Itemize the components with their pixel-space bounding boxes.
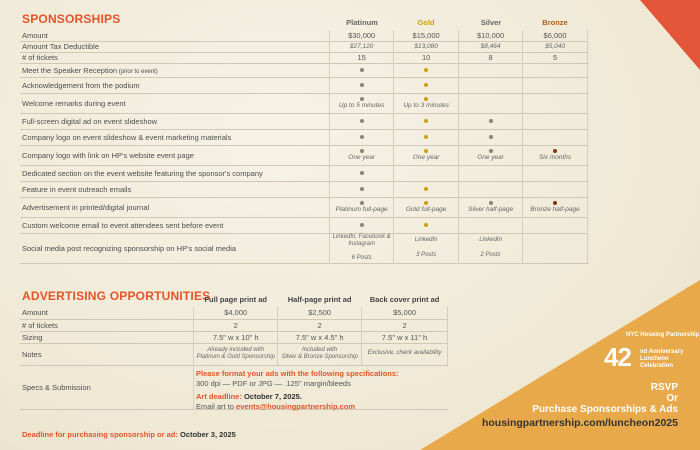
sponsorship-row xyxy=(20,77,588,93)
row-label: Welcome remarks during event xyxy=(20,93,330,113)
cell-value: $30,000 xyxy=(348,30,376,40)
cell-gold xyxy=(394,145,459,165)
benefit-dot-icon xyxy=(489,135,493,139)
cell-gold xyxy=(394,30,459,41)
cell-detail: Gold full-page xyxy=(405,206,447,213)
cell-bronze xyxy=(523,129,588,145)
sponsorship-row xyxy=(20,30,588,41)
cell-detail: Platinum full-page xyxy=(335,206,388,213)
deadline-date: October 3, 2025 xyxy=(179,430,236,439)
cell-platinum xyxy=(330,145,394,165)
specs-text xyxy=(196,369,399,411)
cell-platinum xyxy=(330,197,394,217)
cell-platinum xyxy=(330,52,394,63)
row-label: Advertisement in printed/digital journal xyxy=(20,197,330,217)
row-label: Custom welcome email to event attendees sent before event xyxy=(20,217,330,233)
row-label: Meet the Speaker Reception (prior to event) xyxy=(20,63,330,77)
cell-value: $13,080 xyxy=(414,43,438,50)
deadline-label: Deadline for purchasing sponsorship or ad: xyxy=(22,430,178,439)
cell-platinum xyxy=(330,181,394,197)
benefit-dot-icon xyxy=(424,135,428,139)
benefit-dot-icon xyxy=(360,223,364,227)
row-label: Social media post recognizing sponsorship on HP's social media xyxy=(20,233,330,263)
cell-bronze xyxy=(523,181,588,197)
cell-bronze xyxy=(523,93,588,113)
benefit-dot-icon xyxy=(489,201,493,205)
cell-gold xyxy=(394,113,459,129)
ad-cell: $5,000 xyxy=(362,307,448,319)
cell-detail: One year xyxy=(412,154,440,161)
art-deadline-date: October 7, 2025. xyxy=(243,392,302,401)
promo-url[interactable]: housingpartnership.com/luncheon2025 xyxy=(481,417,678,429)
cell-bronze xyxy=(523,52,588,63)
row-label: Dedicated section on the event website featuring the sponsor's company xyxy=(20,165,330,181)
sponsorship-row xyxy=(20,145,588,165)
ad-cell: $2,500 xyxy=(278,307,362,319)
cell-value: $8,464 xyxy=(480,43,501,50)
benefit-dot-icon xyxy=(360,171,364,175)
cell-gold xyxy=(394,197,459,217)
cell-silver xyxy=(459,217,523,233)
benefit-dot-icon xyxy=(360,119,364,123)
cell-silver xyxy=(459,197,523,217)
cell-value: 15 xyxy=(357,53,366,62)
email-prefix: Email art to xyxy=(196,401,234,411)
cell-bronze xyxy=(523,233,588,263)
sponsorship-row xyxy=(20,217,588,233)
row-label: # of tickets xyxy=(20,52,330,63)
cell-value: 5 xyxy=(552,53,558,62)
ad-cell: 7.5" w x 10" h xyxy=(194,331,278,343)
cell-platinum xyxy=(330,41,394,52)
anniversary-text: nd Anniversary Luncheon Celebration xyxy=(640,349,684,369)
cell-platinum xyxy=(330,30,394,41)
cell-detail: One year xyxy=(477,154,504,161)
ad-cell: 2 xyxy=(362,319,448,331)
benefit-dot-icon xyxy=(360,149,364,153)
row-label: Amount xyxy=(20,307,194,319)
sponsorship-row xyxy=(20,233,588,263)
cell-bronze xyxy=(523,113,588,129)
row-label: Sizing xyxy=(20,331,194,343)
advertising-header-row xyxy=(20,292,448,307)
cell-bronze xyxy=(523,145,588,165)
sponsorship-row xyxy=(20,63,588,77)
sponsorship-row xyxy=(20,197,588,217)
cell-value: $10,000 xyxy=(477,30,505,40)
ad-cell: 2 xyxy=(194,319,278,331)
cell-value: 8 xyxy=(488,53,493,62)
row-label: Amount Tax Deductible xyxy=(20,41,330,52)
ad-column-header: Half-page print ad xyxy=(287,295,352,304)
sponsorship-row xyxy=(20,129,588,145)
specs-label: Specs & Submission xyxy=(20,365,194,409)
cell-silver xyxy=(459,41,523,52)
ad-cell: 7.5" w x 4.5" h xyxy=(278,331,362,343)
cell-gold xyxy=(394,129,459,145)
row-label: Company logo on event slideshow & event marketing materials xyxy=(20,129,330,145)
cell-silver xyxy=(459,145,523,165)
cell-gold xyxy=(394,52,459,63)
cell-detail: Up to 3 minutes xyxy=(403,102,449,109)
corner-accent xyxy=(640,0,700,70)
cell-detail: One year xyxy=(348,154,376,161)
cell-detail: Bronze half-page xyxy=(530,206,580,213)
benefit-dot-icon xyxy=(360,201,364,205)
ad-column-header: Full page print ad xyxy=(204,295,267,304)
sponsorships-title: SPONSORSHIPS xyxy=(22,12,121,26)
cell-silver xyxy=(459,77,523,93)
benefit-dot-icon xyxy=(360,83,364,87)
benefit-dot-icon xyxy=(360,135,364,139)
cell-value: $5,040 xyxy=(545,43,565,50)
sponsorship-row xyxy=(20,41,588,52)
cell-bronze xyxy=(523,30,588,41)
row-label: Feature in event outreach emails xyxy=(20,181,330,197)
advertising-title: ADVERTISING OPPORTUNITIES xyxy=(22,289,211,303)
ad-cell: Exclusive, check availability xyxy=(362,343,448,365)
benefit-dot-icon xyxy=(424,68,428,72)
cell-platinum xyxy=(330,63,394,77)
cell-value: $6,000 xyxy=(543,30,567,40)
benefit-dot-icon xyxy=(424,187,428,191)
cell-detail: LinkedIn, Facebook & Instagram 6 Posts xyxy=(332,233,391,262)
row-label: # of tickets xyxy=(20,319,194,331)
benefit-dot-icon xyxy=(424,97,428,101)
cell-value: 10 xyxy=(421,53,431,62)
art-deadline-label: Art deadline: xyxy=(196,392,242,401)
cell-detail: LinkedIn 3 Posts xyxy=(414,237,438,258)
cell-silver xyxy=(459,181,523,197)
benefit-dot-icon xyxy=(360,187,364,191)
ad-cell: Already included with Platinum & Gold Sponsorship xyxy=(194,343,278,365)
ad-cell: Included with Silver & Bronze Sponsorship xyxy=(278,343,362,365)
cell-bronze xyxy=(523,77,588,93)
specs-line2: 300 dpi — PDF or JPG — .125" margin/bleeds xyxy=(196,378,351,388)
cell-bronze xyxy=(523,197,588,217)
benefit-dot-icon xyxy=(360,97,364,101)
cell-silver xyxy=(459,165,523,181)
cell-bronze xyxy=(523,217,588,233)
ad-row xyxy=(20,343,448,365)
tier-header-silver: Silver xyxy=(480,18,502,27)
benefit-dot-icon xyxy=(489,119,493,123)
cell-detail: Up to 5 minutes xyxy=(338,102,385,109)
cell-detail: Silver half-page xyxy=(467,206,514,213)
rsvp-text: RSVP xyxy=(650,382,678,393)
ad-column-header: Back cover print ad xyxy=(369,295,440,304)
row-label: Full-screen digital ad on event slideshow xyxy=(20,113,330,129)
cell-gold xyxy=(394,93,459,113)
sponsorship-row xyxy=(20,181,588,197)
sponsorships-table xyxy=(20,30,588,264)
benefit-dot-icon xyxy=(424,83,428,87)
cell-gold xyxy=(394,41,459,52)
cell-silver xyxy=(459,233,523,263)
benefit-dot-icon xyxy=(489,149,493,153)
row-label: Acknowledgement from the podium xyxy=(20,77,330,93)
cell-silver xyxy=(459,93,523,113)
cell-silver xyxy=(459,129,523,145)
row-label: Notes xyxy=(20,343,194,365)
specs-line1: Please format your ads with the following specifications: xyxy=(196,369,399,378)
cell-gold xyxy=(394,217,459,233)
sponsorship-row xyxy=(20,113,588,129)
ad-row xyxy=(20,319,448,331)
sponsorship-row xyxy=(20,52,588,63)
benefit-dot-icon xyxy=(424,149,428,153)
tier-header-platinum: Platinum xyxy=(346,18,378,27)
row-label: Company logo with link on HP's website event page xyxy=(20,145,330,165)
ad-row xyxy=(20,307,448,319)
ad-cell: 2 xyxy=(278,319,362,331)
cell-gold xyxy=(394,77,459,93)
benefit-dot-icon xyxy=(424,201,428,205)
cell-gold xyxy=(394,181,459,197)
row-note: (prior to event) xyxy=(117,68,158,75)
cell-value: $15,000 xyxy=(412,30,440,40)
cell-platinum xyxy=(330,93,394,113)
cell-platinum xyxy=(330,129,394,145)
org-name: NYC Housing Partnership xyxy=(626,332,700,338)
cell-bronze xyxy=(523,41,588,52)
cell-platinum xyxy=(330,233,394,263)
sponsorship-row xyxy=(20,93,588,113)
benefit-dot-icon xyxy=(424,119,428,123)
cell-detail: Six months xyxy=(538,154,572,161)
ad-cell: 7.5" w x 11" h xyxy=(362,331,448,343)
purchase-deadline xyxy=(22,430,236,439)
cell-gold xyxy=(394,63,459,77)
cell-platinum xyxy=(330,77,394,93)
cell-silver xyxy=(459,30,523,41)
cell-value: $27,120 xyxy=(349,43,374,50)
tier-header-gold: Gold xyxy=(417,18,435,27)
ad-row xyxy=(20,331,448,343)
or-text: Or xyxy=(666,393,678,404)
benefit-dot-icon xyxy=(553,149,557,153)
tier-header-bronze: Bronze xyxy=(542,18,568,27)
sponsorship-row xyxy=(20,165,588,181)
email-link[interactable]: events@housingpartnership.com xyxy=(236,401,356,411)
cell-silver xyxy=(459,52,523,63)
benefit-dot-icon xyxy=(553,201,557,205)
cta-text: Purchase Sponsorships & Ads xyxy=(532,404,678,415)
cell-gold xyxy=(394,233,459,263)
cell-bronze xyxy=(523,165,588,181)
cell-silver xyxy=(459,63,523,77)
cell-bronze xyxy=(523,63,588,77)
anniversary-number: 42 xyxy=(604,342,631,372)
cell-gold xyxy=(394,165,459,181)
cell-detail: LinkedIn 2 Posts xyxy=(479,237,502,258)
cell-platinum xyxy=(330,217,394,233)
ad-cell: $4,000 xyxy=(194,307,278,319)
cell-platinum xyxy=(330,113,394,129)
benefit-dot-icon xyxy=(360,68,364,72)
cell-silver xyxy=(459,113,523,129)
rsvp-block xyxy=(482,382,678,429)
row-label: Amount xyxy=(20,30,330,41)
cell-platinum xyxy=(330,165,394,181)
benefit-dot-icon xyxy=(424,223,428,227)
